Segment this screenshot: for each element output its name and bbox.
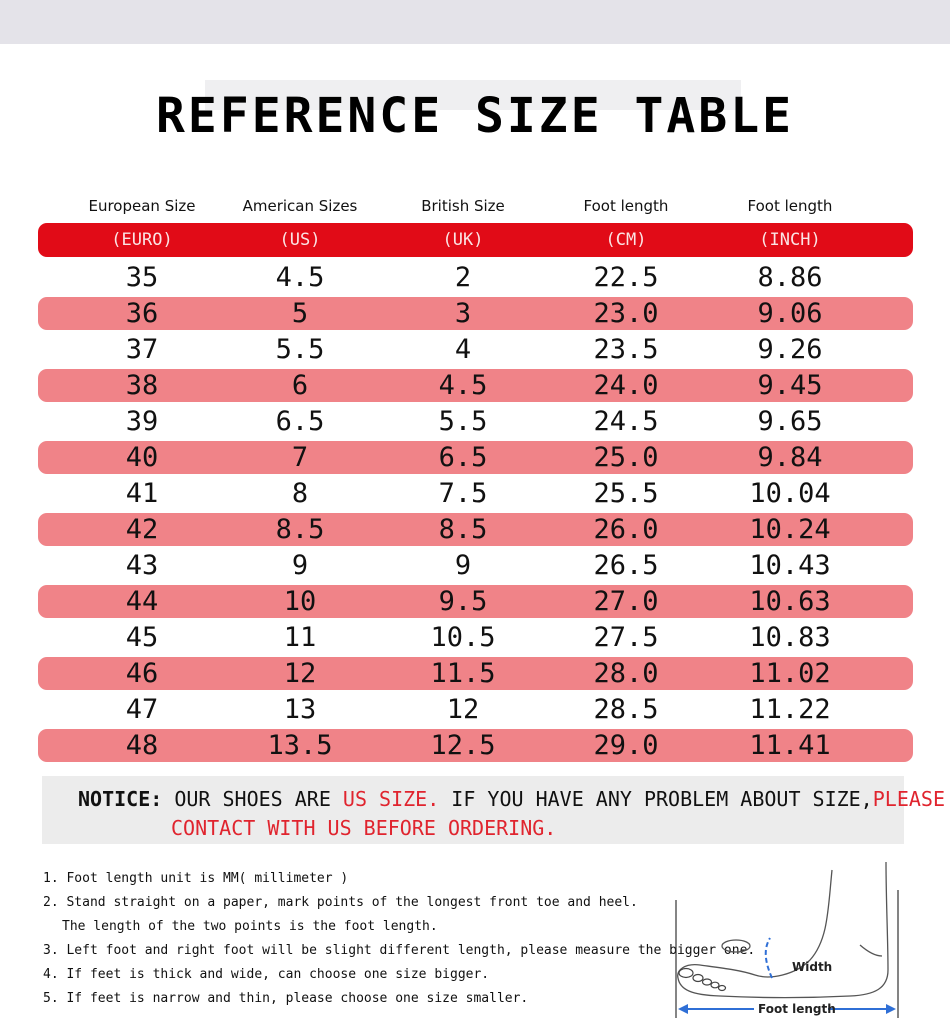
- cell-cm: 28.0: [593, 658, 659, 689]
- cell-us: 5: [291, 298, 309, 329]
- instruction-2-continued-text: The length of the two points is the foot length.: [62, 919, 438, 934]
- cell-euro: 45: [125, 622, 159, 653]
- unit-label-uk: (UK): [442, 230, 484, 250]
- cell-cm: 25.5: [593, 478, 659, 509]
- cell-us: 11: [283, 622, 317, 653]
- cell-us: 10: [283, 586, 317, 617]
- cell-cm: 24.0: [593, 370, 659, 401]
- foot-outline-icon: [678, 862, 888, 998]
- arrow-right-icon: [886, 1004, 896, 1014]
- top-strip: [0, 0, 950, 44]
- cell-euro: 48: [125, 730, 159, 761]
- foot-measure-diagram: [660, 850, 910, 1026]
- cell-euro: 36: [125, 298, 159, 329]
- cell-us: 6.5: [275, 406, 325, 437]
- cell-uk: 10.5: [430, 622, 496, 653]
- cell-cm: 27.5: [593, 622, 659, 653]
- notice-highlight-1: US SIZE.: [342, 787, 440, 811]
- cell-uk: 4: [454, 334, 472, 365]
- cell-uk: 11.5: [430, 658, 496, 689]
- toes-icon: [679, 969, 726, 991]
- cell-euro: 40: [125, 442, 159, 473]
- notice-text-1: OUR SHOES ARE: [162, 787, 343, 811]
- cell-us: 13: [283, 694, 317, 725]
- cell-euro: 39: [125, 406, 159, 437]
- cell-uk: 8.5: [438, 514, 488, 545]
- instruction-4: 4. If feet is thick and wide, can choose one size bigger.: [43, 967, 490, 982]
- cell-euro: 42: [125, 514, 159, 545]
- cell-us: 5.5: [275, 334, 325, 365]
- cell-inch: 11.41: [749, 730, 831, 761]
- unit-label-inch: (INCH): [759, 230, 821, 250]
- cell-us: 7: [291, 442, 309, 473]
- column-header-cm: Foot length: [583, 197, 669, 215]
- cell-cm: 26.5: [593, 550, 659, 581]
- cell-uk: 4.5: [438, 370, 488, 401]
- cell-cm: 28.5: [593, 694, 659, 725]
- cell-us: 8.5: [275, 514, 325, 545]
- cell-uk: 6.5: [438, 442, 488, 473]
- column-header-us: American Sizes: [242, 197, 358, 215]
- cell-inch: 10.24: [749, 514, 831, 545]
- cell-cm: 27.0: [593, 586, 659, 617]
- cell-us: 13.5: [267, 730, 333, 761]
- cell-euro: 46: [125, 658, 159, 689]
- notice-text-2: IF YOU HAVE ANY PROBLEM ABOUT SIZE,: [439, 787, 873, 811]
- width-label: Width: [792, 960, 833, 974]
- width-arc-icon: [766, 938, 772, 978]
- cell-us: 6: [291, 370, 309, 401]
- cell-uk: 2: [454, 262, 472, 293]
- cell-euro: 47: [125, 694, 159, 725]
- cell-us: 12: [283, 658, 317, 689]
- notice-line-2: CONTACT WITH US BEFORE ORDERING.: [171, 816, 557, 840]
- unit-label-euro: (EURO): [111, 230, 173, 250]
- page-title: REFERENCE SIZE TABLE: [156, 88, 794, 144]
- cell-cm: 24.5: [593, 406, 659, 437]
- cell-cm: 29.0: [593, 730, 659, 761]
- cell-uk: 9: [454, 550, 472, 581]
- cell-inch: 11.22: [749, 694, 831, 725]
- cell-us: 9: [291, 550, 309, 581]
- cell-inch: 10.63: [749, 586, 831, 617]
- instruction-5: 5. If feet is narrow and thin, please choose one size smaller.: [43, 991, 529, 1006]
- cell-uk: 9.5: [438, 586, 488, 617]
- cell-us: 4.5: [275, 262, 325, 293]
- cell-uk: 5.5: [438, 406, 488, 437]
- cell-euro: 44: [125, 586, 159, 617]
- cell-euro: 35: [125, 262, 159, 293]
- column-header-inch: Foot length: [747, 197, 833, 215]
- unit-label-us: (US): [279, 230, 321, 250]
- instruction-3: 3. Left foot and right foot will be slight different length, please measure the bigger one.: [43, 943, 756, 958]
- cell-cm: 22.5: [593, 262, 659, 293]
- cell-inch: 10.43: [749, 550, 831, 581]
- cell-us: 8: [291, 478, 309, 509]
- instruction-2-continued: [62, 918, 438, 936]
- cell-euro: 41: [125, 478, 159, 509]
- cell-inch: 11.02: [749, 658, 831, 689]
- foot-length-label: Foot length: [758, 1002, 836, 1016]
- cell-inch: 9.26: [757, 334, 823, 365]
- unit-label-cm: (CM): [605, 230, 647, 250]
- cell-inch: 10.04: [749, 478, 831, 509]
- cell-cm: 25.0: [593, 442, 659, 473]
- cell-inch: 9.84: [757, 442, 823, 473]
- cell-inch: 8.86: [757, 262, 823, 293]
- notice-prefix: NOTICE:: [78, 787, 163, 811]
- cell-inch: 9.45: [757, 370, 823, 401]
- arrow-left-icon: [678, 1004, 688, 1014]
- cell-uk: 3: [454, 298, 472, 329]
- cell-cm: 26.0: [593, 514, 659, 545]
- instruction-1: 1. Foot length unit is MM( millimeter ): [43, 871, 349, 886]
- notice-line-1: [78, 786, 945, 812]
- cell-inch: 9.65: [757, 406, 823, 437]
- cell-euro: 43: [125, 550, 159, 581]
- cell-uk: 12: [446, 694, 480, 725]
- cell-uk: 7.5: [438, 478, 488, 509]
- cell-cm: 23.0: [593, 298, 659, 329]
- column-header-uk: British Size: [421, 197, 505, 215]
- cell-uk: 12.5: [430, 730, 496, 761]
- cell-inch: 10.83: [749, 622, 831, 653]
- cell-cm: 23.5: [593, 334, 659, 365]
- column-header-euro: European Size: [88, 197, 196, 215]
- instruction-2: 2. Stand straight on a paper, mark points of the longest front toe and heel.: [43, 895, 638, 910]
- notice-highlight-2: PLEASE: [872, 787, 945, 811]
- cell-euro: 38: [125, 370, 159, 401]
- cell-inch: 9.06: [757, 298, 823, 329]
- cell-euro: 37: [125, 334, 159, 365]
